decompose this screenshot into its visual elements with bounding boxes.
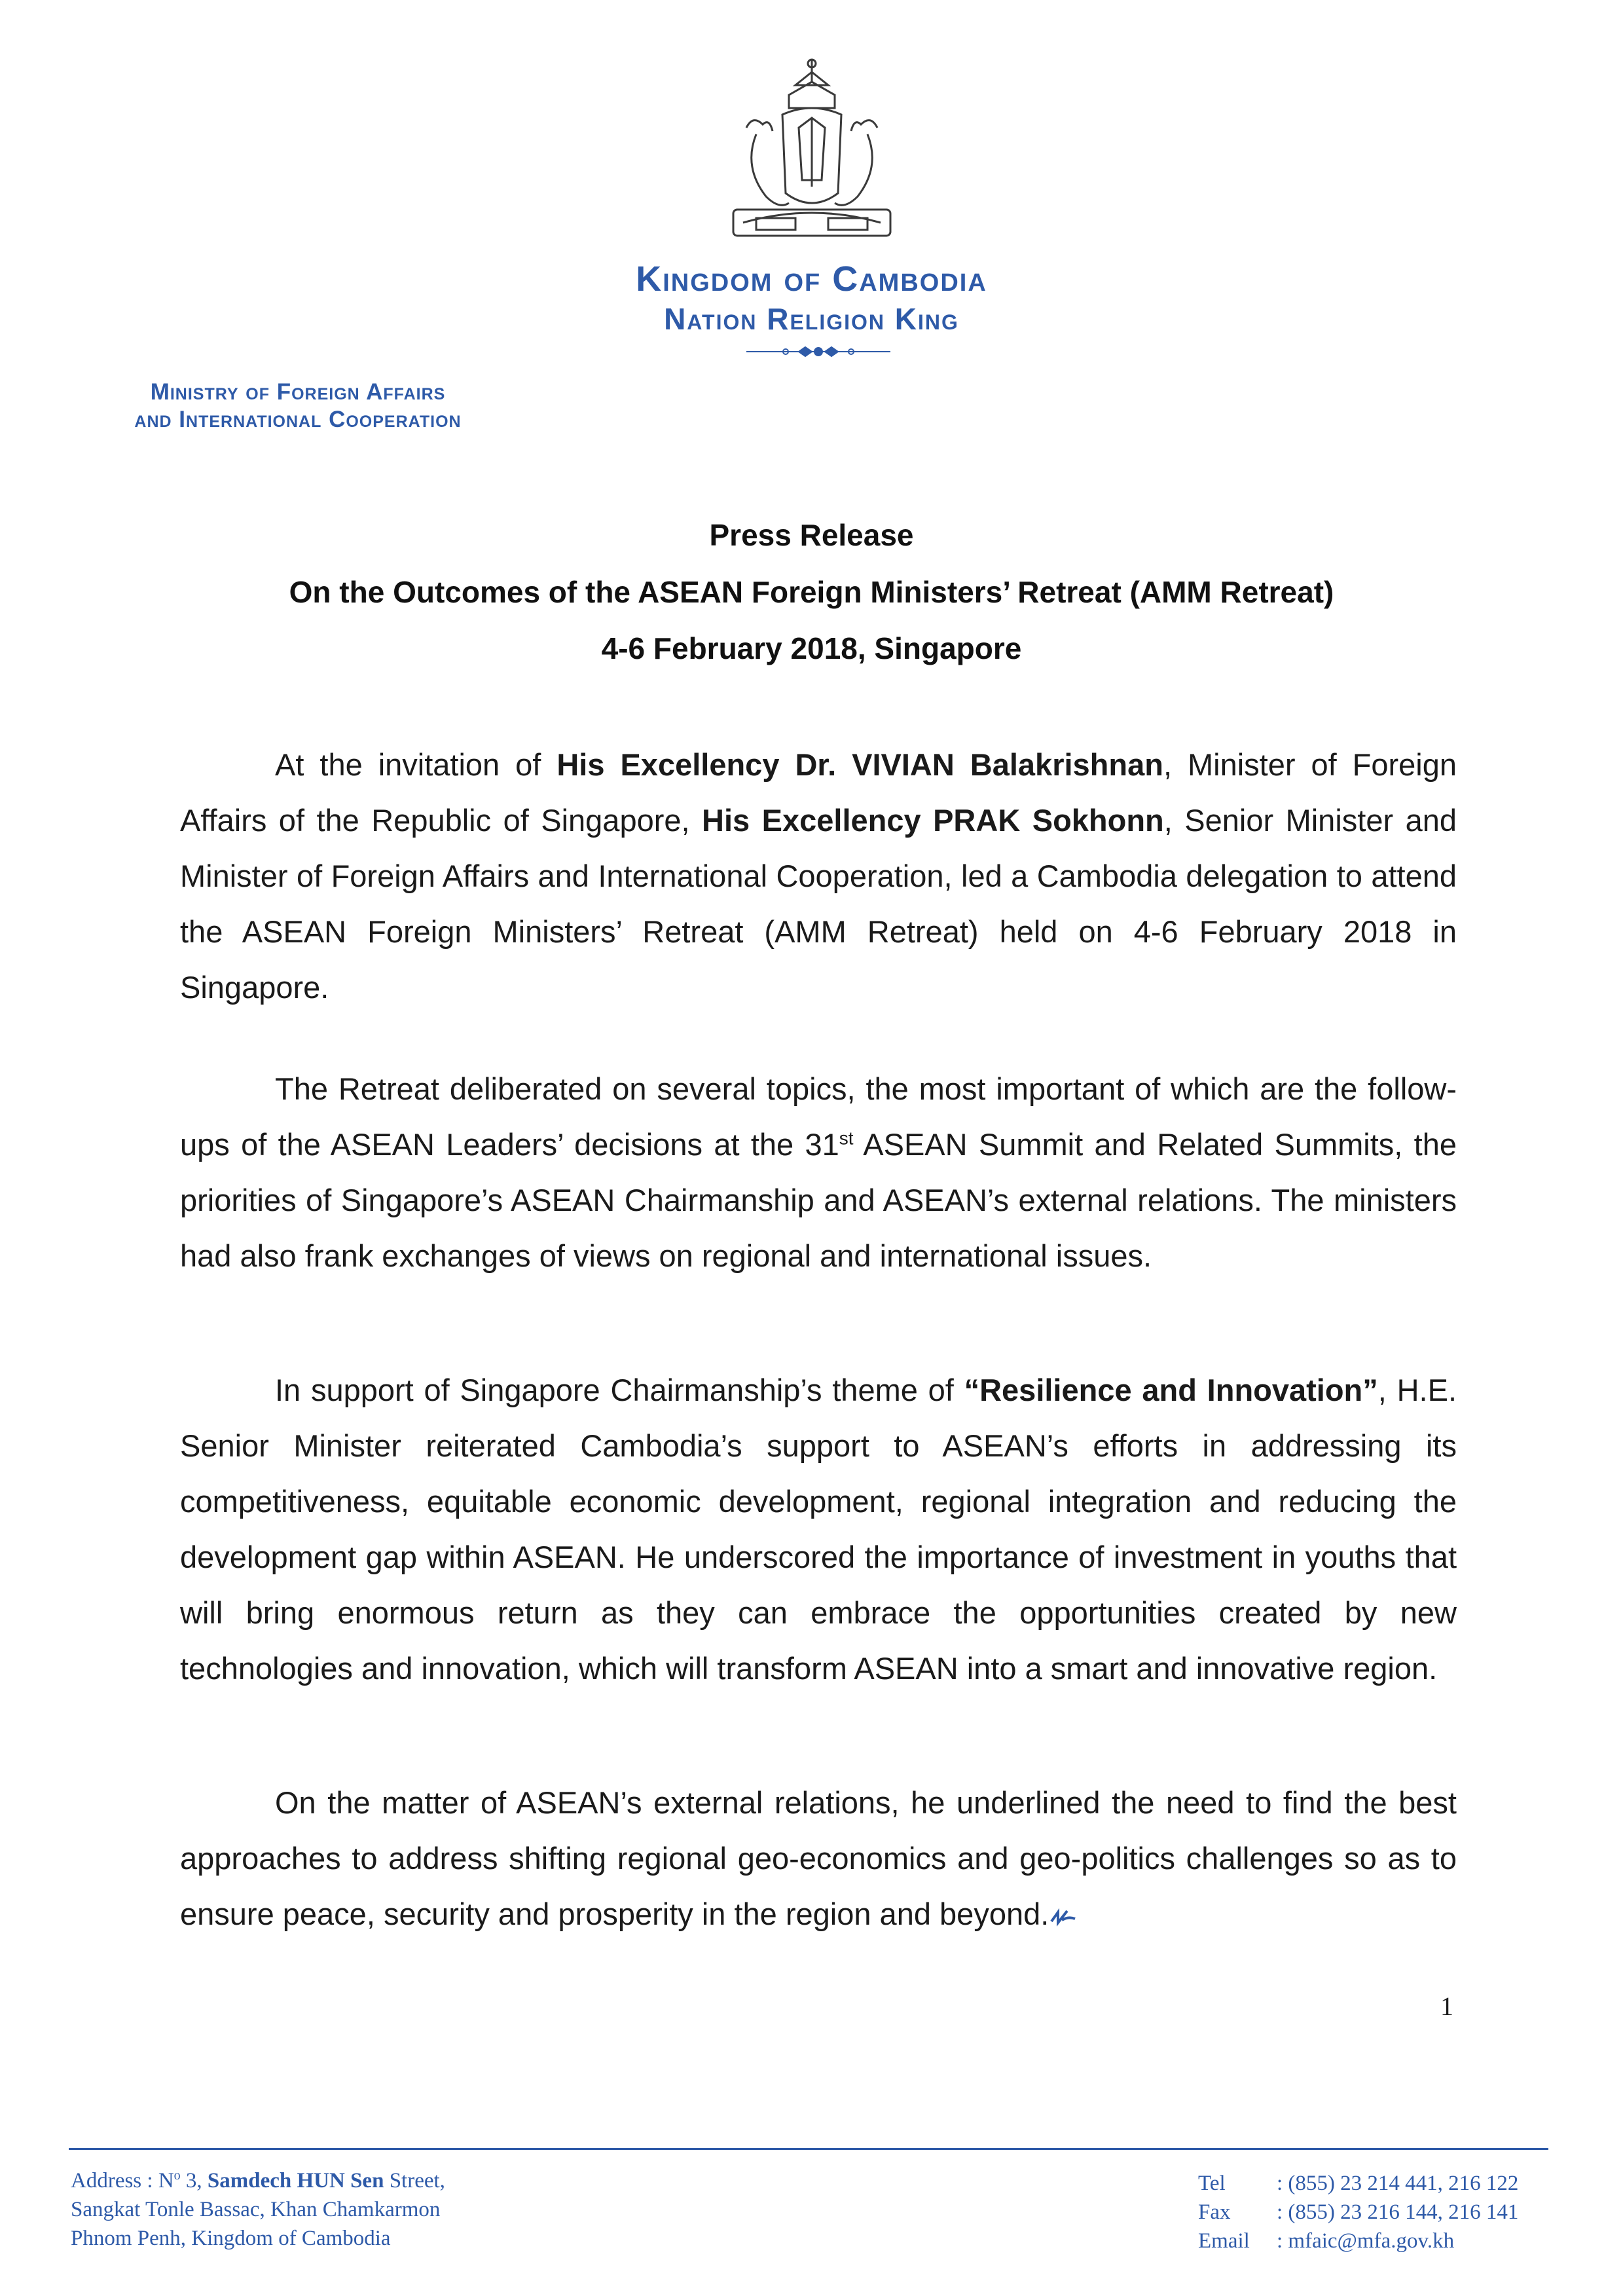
paragraph-3: In support of Singapore Chairmanship’s theme of “Resilience and Innovation”, H.E. Senior Minister reiterated Cambodia’s support to ASEAN’s efforts in addressing its competitiveness, equitable economic development, regional integration and reducing the development gap within ASEAN. He underscored the importance of investment in youths that will bring enormous return as they can embrace the opportunities created by new technologies and innovation, which will transform ASEAN into a smart and innovative region. <box>180 1373 1457 1686</box>
paragraph-2: The Retreat deliberated on several topics, the most important of which are the follow-ups of the ASEAN Leaders’ decisions at the 31st ASEAN Summit and Related Summits, the priorities of Singapore’s ASEAN Chairmanship and ASEAN’s external relations. The ministers had also frank exchanges of views on regional and international issues. <box>180 1071 1457 1273</box>
contact-tel: Tel : (855) 23 214 441, 216 122 <box>1198 2172 1519 2195</box>
royal-coat-of-arms-icon <box>717 56 907 246</box>
ministry-line-2: and International Cooperation <box>134 407 462 432</box>
footer-address <box>71 2166 660 2253</box>
footer-contacts <box>1198 2169 1565 2255</box>
contact-fax: Fax : (855) 23 216 144, 216 141 <box>1198 2200 1519 2224</box>
address-line-2: Sangkat Tonle Bassac, Khan Chamkarmon <box>71 2198 441 2221</box>
paragraph-4: On the matter of ASEAN’s external relations, he underlined the need to find the best approaches to address shifting regional geo-economics and geo-politics challenges so as to ensure peace, security and prosperity in the region and beyond. <box>180 1785 1457 1931</box>
initials-mark-icon <box>1049 1907 1078 1927</box>
footer-divider <box>69 2148 1548 2150</box>
ministry-name <box>69 379 527 434</box>
ornament-divider-icon <box>740 344 897 360</box>
email-link[interactable]: : mfaic@mfa.gov.kh <box>1277 2229 1455 2253</box>
document-date-location: 4-6 February 2018, Singapore <box>601 631 1022 665</box>
document-subject-title: On the Outcomes of the ASEAN Foreign Ministers’ Retreat (AMM Retreat) <box>289 575 1334 609</box>
address-line-3: Phnom Penh, Kingdom of Cambodia <box>71 2227 391 2250</box>
paragraph-1: At the invitation of His Excellency Dr. VIVIAN Balakrishnan, Minister of Foreign Affairs of the Republic of Singapore, His Excellency PRAK Sokhonn, Senior Minister and Minister of Foreign Affairs and International Cooperation, led a Cambodia delegation to attend the ASEAN Foreign Ministers’ Retreat (AMM Retreat) held on 4-6 February 2018 in Singapore. <box>180 747 1457 1005</box>
national-motto: Nation Religion King <box>664 302 959 336</box>
address-line-1: Address : $N^o$ 3, Samdech HUN Sen Street, <box>71 2168 445 2193</box>
contact-email: Email : mfaic@mfa.gov.kh <box>1198 2227 1565 2255</box>
document-type-title: Press Release <box>709 518 914 552</box>
kingdom-heading: Kingdom of Cambodia <box>636 259 987 299</box>
page-number: 1 <box>1440 1991 1453 2021</box>
ministry-line-1: Ministry of Foreign Affairs <box>150 379 446 405</box>
